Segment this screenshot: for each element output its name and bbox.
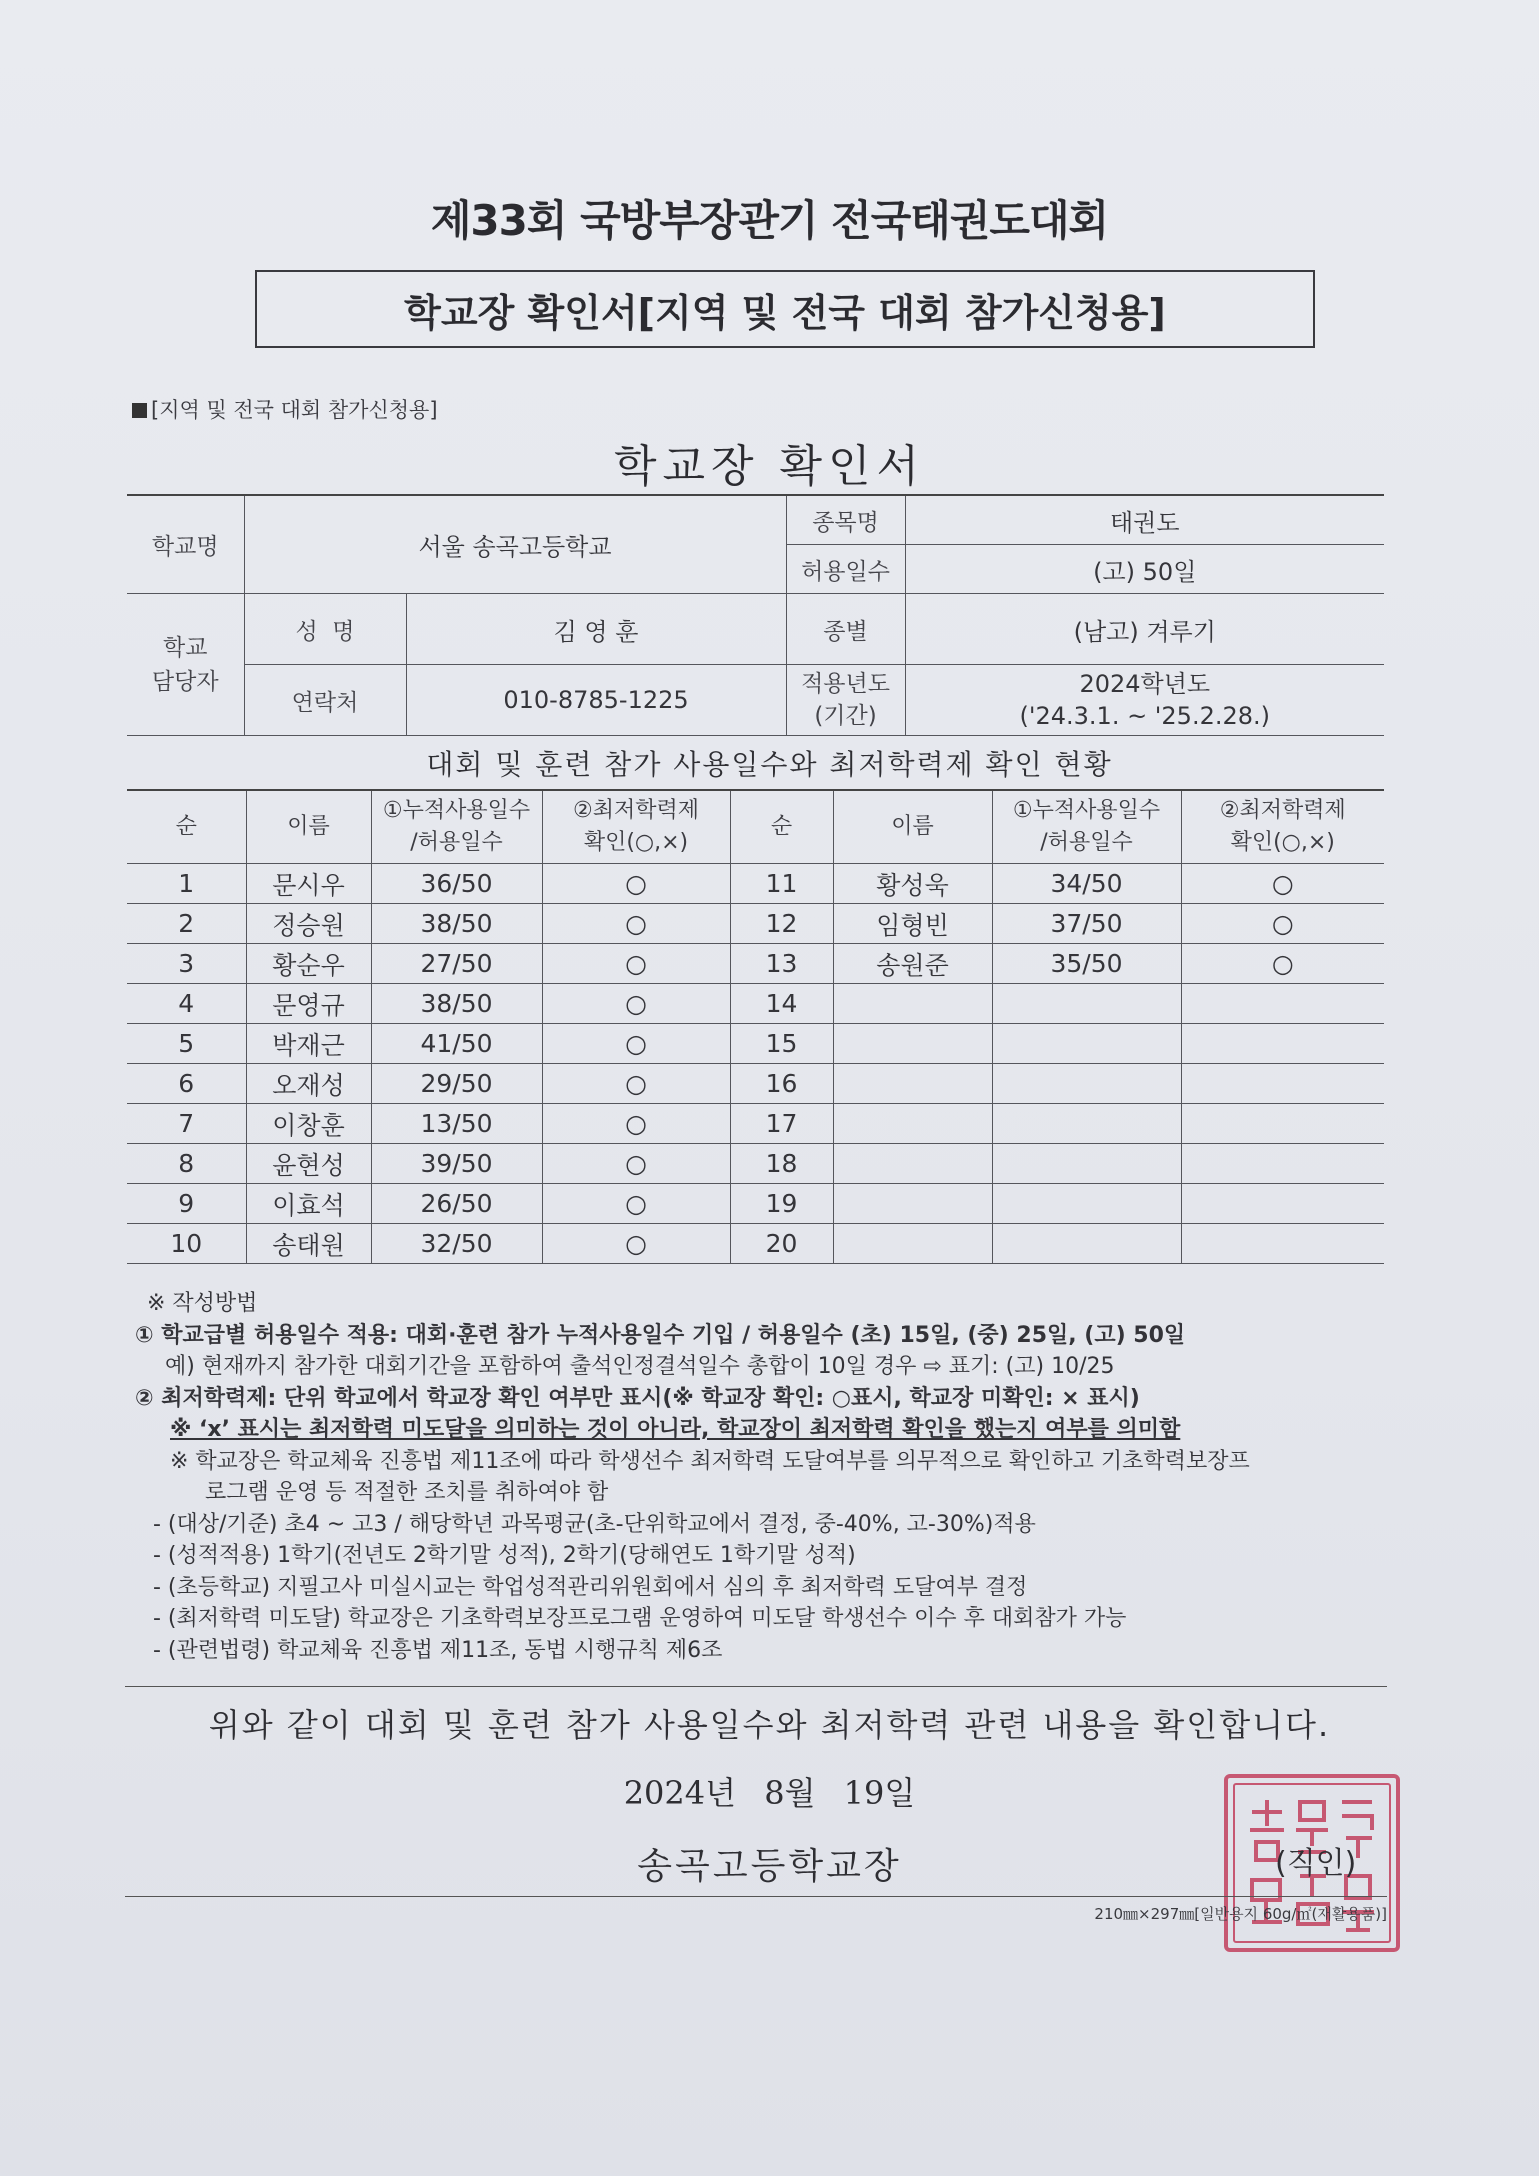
cell-check-right: [1181, 1184, 1384, 1224]
cell-no-right: 14: [730, 984, 833, 1024]
table-row: [127, 944, 1384, 984]
square-bullet-icon: [132, 403, 147, 418]
info-table: [127, 494, 1384, 736]
note-1-example: 예) 현재까지 참가한 대회기간을 포함하여 출석인정결석일수 총합이 10일 경우 ⇨ 표기: (고) 10/25: [165, 1354, 1115, 1379]
year-label: 적용년도 (기간): [786, 665, 905, 736]
divider-bottom: [125, 1896, 1387, 1897]
subtitle: 학교장 확인서[지역 및 전국 대회 참가신청용]: [404, 290, 1166, 335]
cell-no-left: 6: [127, 1064, 246, 1104]
cell-no-left: 10: [127, 1224, 246, 1264]
note-detail-4: - (최저학력 미도달) 학교장은 기초학력보장프로그램 운영하여 미도달 학생선수 이수 후 대회참가 가능: [153, 1606, 1127, 1631]
event-value: 태권도: [905, 495, 1384, 545]
category-value: (남고) 겨루기: [905, 594, 1384, 665]
seal-mark: (직인): [1275, 1846, 1357, 1881]
cell-days-left: 13/50: [371, 1104, 542, 1144]
cell-name-left: 문영규: [246, 984, 371, 1024]
form-tag-text: [지역 및 전국 대회 참가신청용]: [151, 398, 438, 422]
note-detail-3: - (초등학교) 지필고사 미실시교는 학업성적관리위원회에서 심의 후 최저학력 도달여부 결정: [153, 1574, 1028, 1600]
cell-days-right: [992, 1064, 1181, 1104]
table-row: [127, 1224, 1384, 1264]
subtitle-box: [255, 270, 1315, 348]
confirmation-text: 위와 같이 대회 및 훈련 참가 사용일수와 최저학력 관련 내용을 확인합니다.: [208, 1706, 1331, 1744]
cell-no-right: 13: [730, 944, 833, 984]
year-value: 2024학년도: [1079, 670, 1211, 698]
cell-no-right: 20: [730, 1224, 833, 1264]
allowed-days-value: (고) 50일: [905, 545, 1384, 594]
allowed-days-label: 허용일수: [786, 545, 905, 594]
cell-name-left: 황순우: [246, 944, 371, 984]
cell-name-right: [833, 1224, 992, 1264]
name-label: 성 명: [244, 594, 406, 665]
cell-check-left: ○: [542, 984, 730, 1024]
cell-days-left: 39/50: [371, 1144, 542, 1184]
cell-days-right: [992, 984, 1181, 1024]
main-title: 제33회 국방부장관기 전국태권도대회: [430, 196, 1109, 245]
cell-name-left: 송태원: [246, 1224, 371, 1264]
cell-days-right: 34/50: [992, 864, 1181, 904]
cell-days-left: 32/50: [371, 1224, 542, 1264]
cell-days-left: 38/50: [371, 904, 542, 944]
school-label: 학교명: [127, 495, 244, 594]
table-row: [127, 864, 1384, 904]
cell-days-right: 37/50: [992, 904, 1181, 944]
cell-days-left: 41/50: [371, 1024, 542, 1064]
cell-days-left: 38/50: [371, 984, 542, 1024]
cell-name-right: 송원준: [833, 944, 992, 984]
cell-name-right: 황성욱: [833, 864, 992, 904]
cell-no-left: 4: [127, 984, 246, 1024]
year-cell: [905, 665, 1384, 736]
contact-label: 연락처: [244, 665, 406, 736]
list-title: 대회 및 훈련 참가 사용일수와 최저학력제 확인 현황: [426, 748, 1113, 781]
participant-table: [127, 789, 1384, 1264]
cell-days-right: [992, 1144, 1181, 1184]
form-title: 학교장 확인서: [613, 441, 925, 492]
contact-value: 010-8785-1225: [406, 665, 786, 736]
form-tag: [132, 394, 438, 424]
cell-name-left: 문시우: [246, 864, 371, 904]
cell-check-left: ○: [542, 864, 730, 904]
note-detail-2: - (성적적용) 1학기(전년도 2학기말 성적), 2학기(당해연도 1학기말 성적): [153, 1543, 856, 1568]
cell-days-right: [992, 1104, 1181, 1144]
category-label: 종별: [786, 594, 905, 665]
cell-days-left: 29/50: [371, 1064, 542, 1104]
cell-name-right: [833, 1024, 992, 1064]
event-label: 종목명: [786, 495, 905, 545]
cell-no-left: 3: [127, 944, 246, 984]
cell-days-left: 36/50: [371, 864, 542, 904]
paper-spec: 210㎜×297㎜[일반용지 60g/㎡(재활용품)]: [1094, 1905, 1387, 1923]
cell-check-left: ○: [542, 1184, 730, 1224]
header-no-right: 순: [730, 790, 833, 864]
cell-check-right: ○: [1181, 944, 1384, 984]
divider-top: [125, 1686, 1387, 1687]
cell-name-left: 윤현성: [246, 1144, 371, 1184]
note-1: ① 학교급별 허용일수 적용: 대회·훈련 참가 누적사용일수 기입 / 허용일수 (초) 15일, (중) 25일, (고) 50일: [135, 1322, 1186, 1348]
table-row: [127, 984, 1384, 1024]
year-period: ('24.3.1. ~ '25.2.28.): [1019, 702, 1271, 730]
cell-no-left: 1: [127, 864, 246, 904]
cell-name-right: [833, 1144, 992, 1184]
header-check-right: ②최저학력제 확인(○,×): [1181, 790, 1384, 864]
header-days-left: ①누적사용일수 /허용일수: [371, 790, 542, 864]
cell-check-right: [1181, 1104, 1384, 1144]
cell-no-right: 11: [730, 864, 833, 904]
cell-name-right: [833, 1104, 992, 1144]
cell-days-left: 27/50: [371, 944, 542, 984]
cell-check-right: ○: [1181, 904, 1384, 944]
table-row: [127, 1144, 1384, 1184]
table-row: [127, 1184, 1384, 1224]
cell-name-left: 정승원: [246, 904, 371, 944]
instructions-heading: ※ 작성방법: [147, 1291, 258, 1316]
cell-check-right: [1181, 1224, 1384, 1264]
note-2-b2: 로그램 운영 등 적절한 조치를 취하여야 함: [205, 1480, 609, 1505]
cell-no-right: 19: [730, 1184, 833, 1224]
table-row: [127, 1024, 1384, 1064]
note-detail-5: - (관련법령) 학교체육 진흥법 제11조, 동법 시행규칙 제6조: [153, 1637, 723, 1663]
cell-name-left: 박재근: [246, 1024, 371, 1064]
cell-check-left: ○: [542, 1224, 730, 1264]
note-2-b1: ※ 학교장은 학교체육 진흥법 제11조에 따라 학생선수 최저학력 도달여부를 의무적으로 확인하고 기초학력보장프: [170, 1448, 1250, 1474]
header-name-right: 이름: [833, 790, 992, 864]
instructions: [135, 1288, 1395, 1666]
issue-date: 2024년 8월 19일: [623, 1774, 916, 1812]
cell-check-left: ○: [542, 1144, 730, 1184]
cell-check-left: ○: [542, 904, 730, 944]
note-2: ② 최저학력제: 단위 학교에서 학교장 확인 여부만 표시(※ 학교장 확인: ○표시, 학교장 미확인: × 표시): [135, 1385, 1140, 1411]
cell-check-right: [1181, 984, 1384, 1024]
cell-name-right: [833, 1064, 992, 1104]
header-check-left: ②최저학력제 확인(○,×): [542, 790, 730, 864]
note-detail-1: - (대상/기준) 초4 ~ 고3 / 해당학년 과목평균(초-단위학교에서 결정, 중-40%, 고-30%)적용: [153, 1511, 1036, 1537]
cell-check-right: [1181, 1024, 1384, 1064]
cell-check-left: ○: [542, 1104, 730, 1144]
cell-no-right: 15: [730, 1024, 833, 1064]
cell-no-left: 7: [127, 1104, 246, 1144]
cell-name-left: 이창훈: [246, 1104, 371, 1144]
name-value: 김 영 훈: [406, 594, 786, 665]
cell-no-left: 8: [127, 1144, 246, 1184]
header-name-left: 이름: [246, 790, 371, 864]
cell-no-right: 12: [730, 904, 833, 944]
table-row: [127, 904, 1384, 944]
cell-no-left: 2: [127, 904, 246, 944]
cell-no-left: 9: [127, 1184, 246, 1224]
cell-name-right: [833, 1184, 992, 1224]
cell-check-right: ○: [1181, 864, 1384, 904]
cell-no-right: 18: [730, 1144, 833, 1184]
cell-name-right: 임형빈: [833, 904, 992, 944]
header-no-left: 순: [127, 790, 246, 864]
cell-days-left: 26/50: [371, 1184, 542, 1224]
cell-check-right: [1181, 1144, 1384, 1184]
note-2-a: ※ ‘x’ 표시는 최저학력 미도달을 의미하는 것이 아니라, 학교장이 최저학력 확인을 했는지 여부를 의미함: [170, 1417, 1181, 1442]
cell-name-left: 이효석: [246, 1184, 371, 1224]
header-days-right: ①누적사용일수 /허용일수: [992, 790, 1181, 864]
cell-days-right: [992, 1024, 1181, 1064]
school-value: 서울 송곡고등학교: [244, 495, 786, 594]
cell-no-right: 17: [730, 1104, 833, 1144]
cell-no-left: 5: [127, 1024, 246, 1064]
cell-check-left: ○: [542, 944, 730, 984]
cell-name-right: [833, 984, 992, 1024]
cell-check-right: [1181, 1064, 1384, 1104]
cell-days-right: [992, 1224, 1181, 1264]
table-row: [127, 1064, 1384, 1104]
cell-check-left: ○: [542, 1064, 730, 1104]
signer: 송곡고등학교장: [637, 1846, 902, 1887]
cell-name-left: 오재성: [246, 1064, 371, 1104]
cell-check-left: ○: [542, 1024, 730, 1064]
cell-days-right: [992, 1184, 1181, 1224]
cell-no-right: 16: [730, 1064, 833, 1104]
cell-days-right: 35/50: [992, 944, 1181, 984]
manager-label: 학교 담당자: [127, 594, 244, 736]
table-row: [127, 1104, 1384, 1144]
